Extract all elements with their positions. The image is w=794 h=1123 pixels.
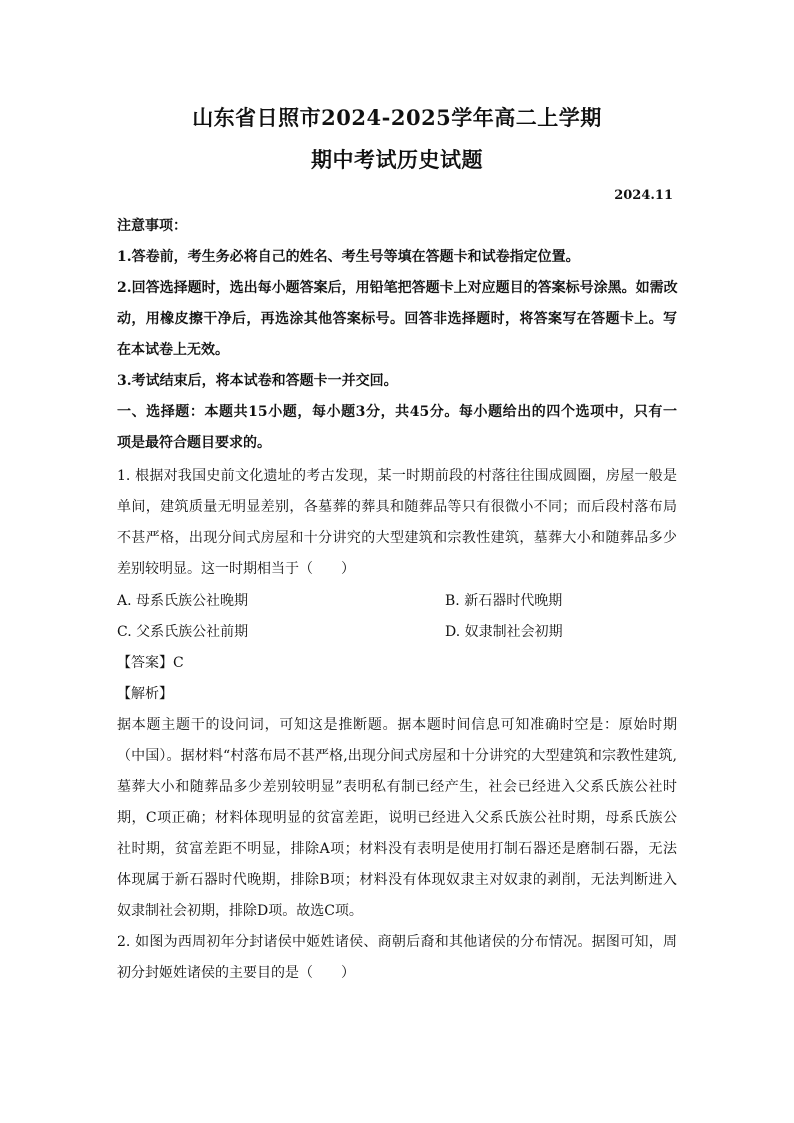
question-1-answer-block [117,648,677,927]
notice-item-2-line-3: 在本试卷上无效。 [117,342,229,358]
section-heading-line-1: 一、选择题：本题共15小题，每小题3分，共45分。每小题给出的四个选项中，只有一 [117,404,677,420]
option-row [117,586,677,617]
question-2-line-1: 2. 如图为西周初年分封诸侯中姬姓诸侯、商朝后裔和其他诸侯的分布情况。据图可知，周 [117,934,677,950]
exam-title-line2: 期中考试历史试题 [311,147,483,172]
notice-item-3: 3.考试结束后，将本试卷和答题卡一并交回。 [117,373,398,389]
analysis-line-4: 期，C项正确；材料体现明显的贫富差距，说明已经进入父系氏族公社时期，母系氏族公 [117,810,677,826]
question-1-line-2: 单间，建筑质量无明显差别，各墓葬的葬具和随葬品等只有很微小不同；而后段村落布局 [117,499,677,515]
exam-date: 2024.11 [614,188,673,203]
analysis-line-2: （中国）。据材料“村落布局不甚严格,出现分间式房屋和十分讲究的大型建筑和宗教性建筑, [117,748,677,764]
analysis-line-7: 奴隶制社会初期，排除D项。故选C项。 [117,903,363,919]
analysis-line-1: 据本题主题干的设问词，可知这是推断题。据本题时间信息可知准确时空是：原始时期 [117,717,677,733]
option-a: A. 母系氏族公社晚期 [117,593,249,609]
notice-item-2-line-2: 动，用橡皮擦干净后，再选涂其他答案标号。回答非选择题时，将答案写在答题卡上。写 [117,311,677,327]
notice-section [117,211,677,459]
question-1-line-4: 差别较明显。这一时期相当于（ ） [117,561,355,577]
question-2-line-2: 初分封姬姓诸侯的主要目的是（ ） [117,965,355,981]
question-2-stem [117,927,677,989]
option-c: C. 父系氏族公社前期 [117,624,249,640]
option-row [117,617,677,648]
question-1-line-3: 不甚严格，出现分间式房屋和十分讲究的大型建筑和宗教性建筑，墓葬大小和随葬品多少 [117,530,677,546]
option-d: D. 奴隶制社会初期 [445,624,563,640]
option-b: B. 新石器时代晚期 [445,593,563,609]
answer-label: 【答案】C [117,655,184,671]
notice-item-1: 1.答卷前，考生务必将自己的姓名、考生号等填在答题卡和试卷指定位置。 [117,249,580,265]
question-1-options [117,586,677,648]
analysis-heading: 【解析】 [117,686,173,702]
question-1-line-1: 1. 根据对我国史前文化遗址的考古发现，某一时期前段的村落往往围成圆圈，房屋一般是 [117,468,677,484]
question-1-stem [117,461,677,585]
analysis-line-6: 体现属于新石器时代晚期，排除B项；材料没有体现奴隶主对奴隶的剥削，无法判断进入 [117,872,677,888]
analysis-line-3: 墓葬大小和随葬品多少差别较明显”表明私有制已经产生，社会已经进入父系氏族公社时 [117,779,677,795]
analysis-line-5: 社时期，贫富差距不明显，排除A项；材料没有表明是使用打制石器还是磨制石器，无法 [117,841,677,857]
section-heading-line-2: 项是最符合题目要求的。 [117,435,271,451]
notice-item-2-line-1: 2.回答选择题时，选出每小题答案后，用铅笔把答题卡上对应题目的答案标号涂黑。如需改 [117,280,678,296]
notice-heading: 注意事项： [117,218,187,234]
exam-title-line1: 山东省日照市2024-2025学年高二上学期 [192,105,602,130]
